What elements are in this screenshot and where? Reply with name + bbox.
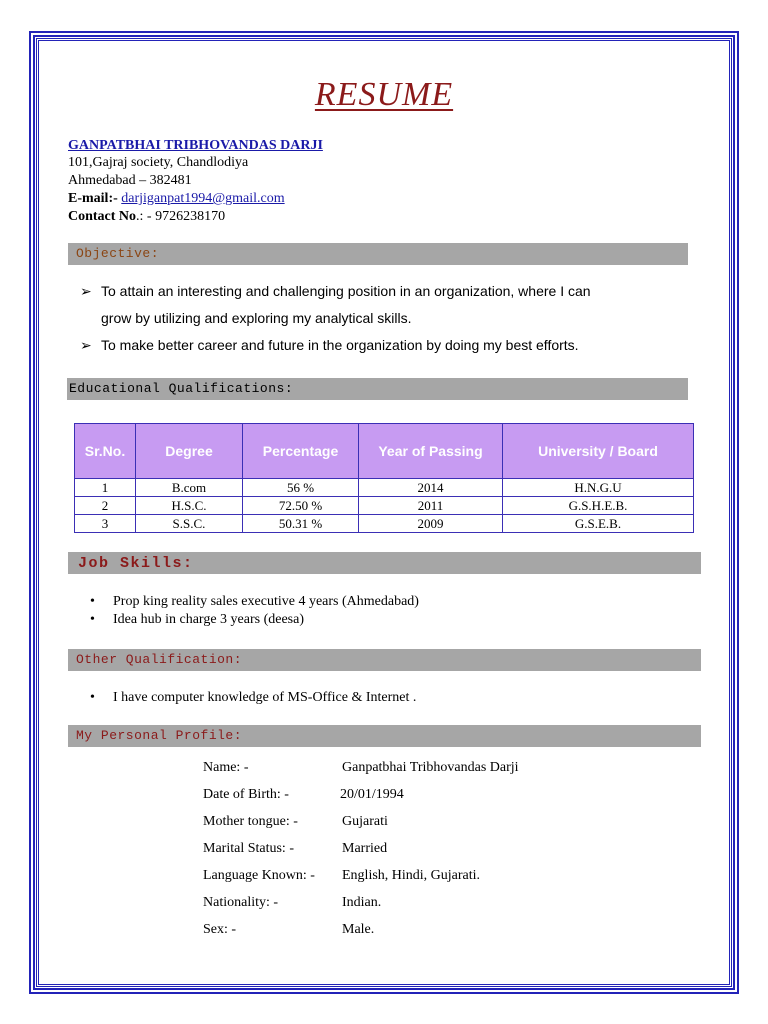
page-title: RESUME [314, 76, 454, 113]
profile-heading-bar [68, 725, 701, 747]
table-cell: 50.31 % [243, 515, 359, 533]
contact-label: Contact No [68, 209, 137, 224]
column-header: University / Board [503, 424, 694, 479]
address-line-2: Ahmedabad – 382481 [68, 173, 192, 188]
arrow-bullet-icon: ➢ [80, 283, 92, 299]
table-row [75, 515, 694, 533]
table-row [75, 479, 694, 497]
address-line-1: 101,Gajraj society, Chandlodiya [68, 155, 249, 170]
profile-value: 20/01/1994 [340, 787, 404, 802]
table-cell: S.S.C. [136, 515, 243, 533]
candidate-name: GANPATBHAI TRIBHOVANDAS DARJI [68, 138, 323, 153]
skill-text: Prop king reality sales executive 4 years (Ahmedabad) [113, 594, 419, 609]
profile-value: Married [342, 841, 388, 856]
table-cell: H.S.C. [136, 497, 243, 515]
objective-heading: Objective: [76, 246, 160, 261]
table-cell: B.com [136, 479, 243, 497]
profile-value: Gujarati [342, 814, 388, 829]
table-cell: 1 [75, 479, 136, 497]
profile-value: Male. [342, 922, 375, 937]
profile-label: Marital Status: - [203, 841, 294, 856]
objective-text: To attain an interesting and challenging position in an organization, where I can [101, 283, 591, 299]
bullet-icon: • [90, 612, 95, 627]
table-cell: 2014 [359, 479, 503, 497]
skill-text: Idea hub in charge 3 years (deesa) [113, 612, 304, 627]
profile-label: Name: - [203, 760, 249, 775]
email-label: E-mail:- [68, 191, 118, 206]
other-heading-bar [68, 649, 701, 671]
objective-text: grow by utilizing and exploring my analytical skills. [101, 310, 412, 326]
education-heading-bar [67, 378, 688, 400]
profile-heading: My Personal Profile: [76, 728, 243, 743]
profile-value: English, Hindi, Gujarati. [342, 868, 481, 883]
table-cell: H.N.G.U [503, 479, 694, 497]
email-line [68, 191, 285, 207]
profile-label: Sex: - [203, 922, 237, 937]
objective-heading-bar [68, 243, 688, 265]
other-heading: Other Qualification: [76, 652, 243, 667]
column-header: Sr.No. [75, 424, 136, 479]
bullet-icon: • [90, 594, 95, 609]
table-cell: G.S.E.B. [503, 515, 694, 533]
email-link[interactable]: darjiganpat1994@gmail.com [121, 191, 285, 206]
table-cell: 2009 [359, 515, 503, 533]
skills-heading-bar [68, 552, 701, 574]
bullet-icon: • [90, 690, 95, 705]
education-heading: Educational Qualifications: [69, 381, 294, 396]
profile-label: Language Known: - [203, 868, 315, 883]
table-cell: 2011 [359, 497, 503, 515]
table-cell: 3 [75, 515, 136, 533]
profile-label: Nationality: - [203, 895, 279, 910]
column-header: Year of Passing [359, 424, 503, 479]
other-text: I have computer knowledge of MS-Office & Internet . [113, 690, 417, 705]
contact-value: .: - 9726238170 [136, 209, 226, 224]
arrow-bullet-icon: ➢ [80, 337, 92, 353]
education-table [74, 423, 694, 533]
education-table-header [75, 424, 694, 479]
profile-label: Mother tongue: - [203, 814, 298, 829]
profile-label: Date of Birth: - [203, 787, 289, 802]
profile-value: Ganpatbhai Tribhovandas Darji [342, 760, 519, 775]
table-cell: G.S.H.E.B. [503, 497, 694, 515]
skills-heading: Job Skills: [78, 555, 194, 572]
table-cell: 2 [75, 497, 136, 515]
column-header: Percentage [243, 424, 359, 479]
contact-line [68, 209, 225, 225]
table-cell: 72.50 % [243, 497, 359, 515]
table-row [75, 497, 694, 515]
profile-value: Indian. [342, 895, 382, 910]
objective-text: To make better career and future in the organization by doing my best efforts. [101, 337, 579, 353]
table-cell: 56 % [243, 479, 359, 497]
column-header: Degree [136, 424, 243, 479]
